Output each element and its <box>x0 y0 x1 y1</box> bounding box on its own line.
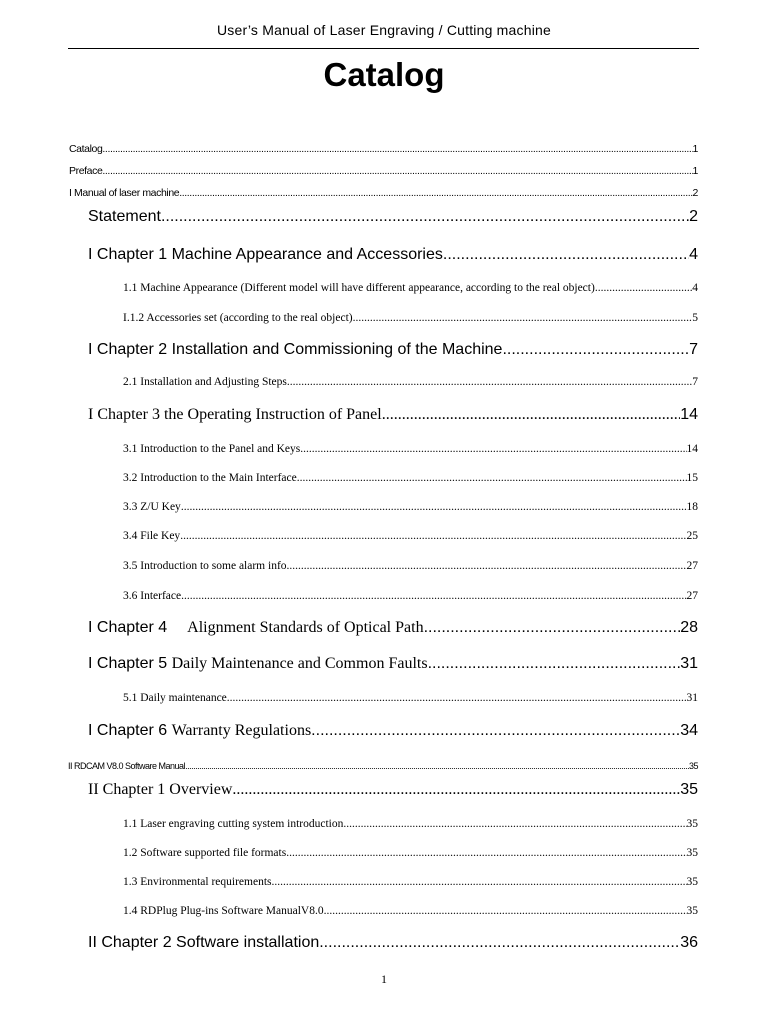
toc-entry-title: 3.5 Introduction to some alarm info <box>123 560 287 572</box>
toc-entry-page: 7 <box>692 376 698 388</box>
toc-entry-title: 2.1 Installation and Adjusting Steps <box>123 376 287 388</box>
toc-entry[interactable] <box>88 619 698 637</box>
toc-leader <box>311 722 680 740</box>
toc-entry[interactable] <box>123 312 698 324</box>
toc-entry-title: I.1.2 Accessories set (according to the real object) <box>123 312 353 324</box>
toc-leader <box>382 406 681 424</box>
toc-entry[interactable] <box>88 208 698 226</box>
toc-leader <box>343 818 686 830</box>
toc-entry-page: 34 <box>680 722 698 739</box>
toc-entry-page: 18 <box>686 501 698 513</box>
toc-entry-name: Alignment Standards of Optical Path <box>187 619 424 636</box>
toc-entry-page: 7 <box>689 341 698 358</box>
toc-entry-page: 31 <box>686 692 698 704</box>
toc-entry-number: I Chapter 5 <box>88 655 168 672</box>
toc-leader <box>180 530 686 542</box>
toc-entry-title: II Chapter 2 Software installation <box>88 934 320 951</box>
toc-entry-title: 1.4 RDPlug Plug-ins Software ManualV8.0 <box>123 905 324 917</box>
toc-entry-page: 28 <box>680 619 698 636</box>
toc-leader <box>319 934 680 952</box>
toc-entry-page: 1 <box>692 143 698 155</box>
toc-leader <box>428 655 681 673</box>
toc-entry-title: I Manual of laser machine <box>69 187 180 199</box>
toc-entry[interactable] <box>68 761 698 771</box>
toc-entry-title: 3.6 Interface <box>123 590 182 602</box>
toc-leader <box>324 905 687 917</box>
toc-entry-title: II RDCAM V8.0 Software Manual <box>68 761 186 771</box>
toc-leader <box>595 282 692 294</box>
toc-entry-page: 35 <box>688 761 698 771</box>
toc-leader <box>286 847 686 859</box>
toc-entry[interactable] <box>123 692 698 704</box>
toc-entry-page: 27 <box>686 590 698 602</box>
toc-entry[interactable] <box>69 187 698 199</box>
toc-entry-title: 1.1 Laser engraving cutting system introduction <box>123 818 344 830</box>
toc-entry-page: 14 <box>686 443 698 455</box>
toc-entry-page: 2 <box>692 187 698 199</box>
toc-entry-page: 2 <box>689 208 698 225</box>
toc-entry[interactable] <box>88 781 698 799</box>
toc-entry[interactable] <box>88 722 698 740</box>
toc-leader <box>161 208 689 226</box>
toc-leader <box>227 692 687 704</box>
toc-entry-page: 27 <box>686 560 698 572</box>
toc-leader <box>502 341 689 359</box>
toc-leader <box>300 443 686 455</box>
toc-entry-title: I Chapter 3 the Operating Instruction of Panel <box>88 406 382 423</box>
toc-entry-page: 14 <box>680 406 698 423</box>
toc-entry[interactable] <box>123 560 698 572</box>
toc-entry-name: Daily Maintenance and Common Faults <box>171 655 428 672</box>
toc-entry-title: 1.2 Software supported file formats <box>123 847 287 859</box>
toc-leader <box>232 781 680 799</box>
toc-entry-title <box>88 722 311 740</box>
toc-entry-title: 3.4 File Key <box>123 530 181 542</box>
toc-entry-number: I Chapter 6 <box>88 722 168 739</box>
toc-leader <box>102 165 692 177</box>
toc-entry-title: II Chapter 1 Overview <box>88 781 233 798</box>
toc-leader <box>272 876 687 888</box>
toc-entry-page: 35 <box>680 781 698 798</box>
toc-leader <box>297 472 687 484</box>
toc-entry[interactable] <box>69 143 698 155</box>
toc-entry-title <box>88 619 424 637</box>
toc-entry-name: Warranty Regulations <box>171 722 312 739</box>
toc-entry-page: 31 <box>680 655 698 672</box>
page-number: 1 <box>381 972 387 986</box>
toc-entry-title: 3.3 Z/U Key <box>123 501 181 513</box>
toc-entry-title: Catalog <box>69 143 103 155</box>
toc-entry[interactable] <box>123 443 698 455</box>
toc-entry-title: 1.3 Environmental requirements <box>123 876 272 888</box>
toc-leader <box>287 376 692 388</box>
toc-entry[interactable] <box>123 905 698 917</box>
toc-entry[interactable] <box>123 501 698 513</box>
toc-leader <box>353 312 693 324</box>
toc-entry-page: 35 <box>686 876 698 888</box>
toc-entry-page: 35 <box>686 818 698 830</box>
page-title: Catalog <box>323 56 445 93</box>
toc-entry-page: 4 <box>689 246 698 263</box>
toc-entry-page: 35 <box>686 905 698 917</box>
toc-entry-page: 4 <box>692 282 698 294</box>
toc-entry[interactable] <box>123 472 698 484</box>
running-header: User’s Manual of Laser Engraving / Cutting machine <box>217 22 551 38</box>
toc-entry[interactable] <box>88 934 698 952</box>
toc-entry[interactable] <box>123 530 698 542</box>
toc-leader <box>443 246 689 264</box>
header-rule <box>68 48 699 49</box>
toc-entry-page: 1 <box>692 165 698 177</box>
toc-entry-title: 3.1 Introduction to the Panel and Keys <box>123 443 301 455</box>
toc-entry-title: 3.2 Introduction to the Main Interface <box>123 472 297 484</box>
toc-leader <box>181 501 687 513</box>
toc-leader <box>102 143 692 155</box>
toc-entry[interactable] <box>69 165 698 177</box>
toc-entry-title <box>88 655 428 673</box>
toc-entry-page: 5 <box>692 312 698 324</box>
toc-entry[interactable] <box>123 376 698 388</box>
toc-entry[interactable] <box>88 246 698 264</box>
toc-entry-page: 15 <box>686 472 698 484</box>
toc-entry-title: 5.1 Daily maintenance <box>123 692 227 704</box>
toc-entry-title: 1.1 Machine Appearance (Different model will have different appearance, according to the real object) <box>123 282 595 294</box>
toc-leader <box>179 187 692 199</box>
toc-entry[interactable] <box>88 406 698 424</box>
toc-leader <box>181 590 686 602</box>
toc-leader <box>185 761 689 771</box>
toc-entry-page: 25 <box>686 530 698 542</box>
toc-entry[interactable] <box>123 818 698 830</box>
toc-entry[interactable] <box>123 876 698 888</box>
toc-leader <box>287 560 687 572</box>
toc-entry-page: 35 <box>686 847 698 859</box>
toc-entry-title: Statement <box>88 208 161 225</box>
toc-entry[interactable] <box>88 341 698 359</box>
toc-entry-title: Preface <box>69 165 103 177</box>
toc-entry-page: 36 <box>680 934 698 951</box>
toc-entry[interactable] <box>123 590 698 602</box>
toc-entry-title: I Chapter 2 Installation and Commissioning of the Machine <box>88 341 503 358</box>
toc-leader <box>424 619 681 637</box>
toc-entry-title: I Chapter 1 Machine Appearance and Accessories <box>88 246 443 263</box>
toc-entry[interactable] <box>123 847 698 859</box>
toc-entry[interactable] <box>123 282 698 294</box>
toc-entry[interactable] <box>88 655 698 673</box>
toc-entry-number: I Chapter 4 <box>88 619 168 636</box>
